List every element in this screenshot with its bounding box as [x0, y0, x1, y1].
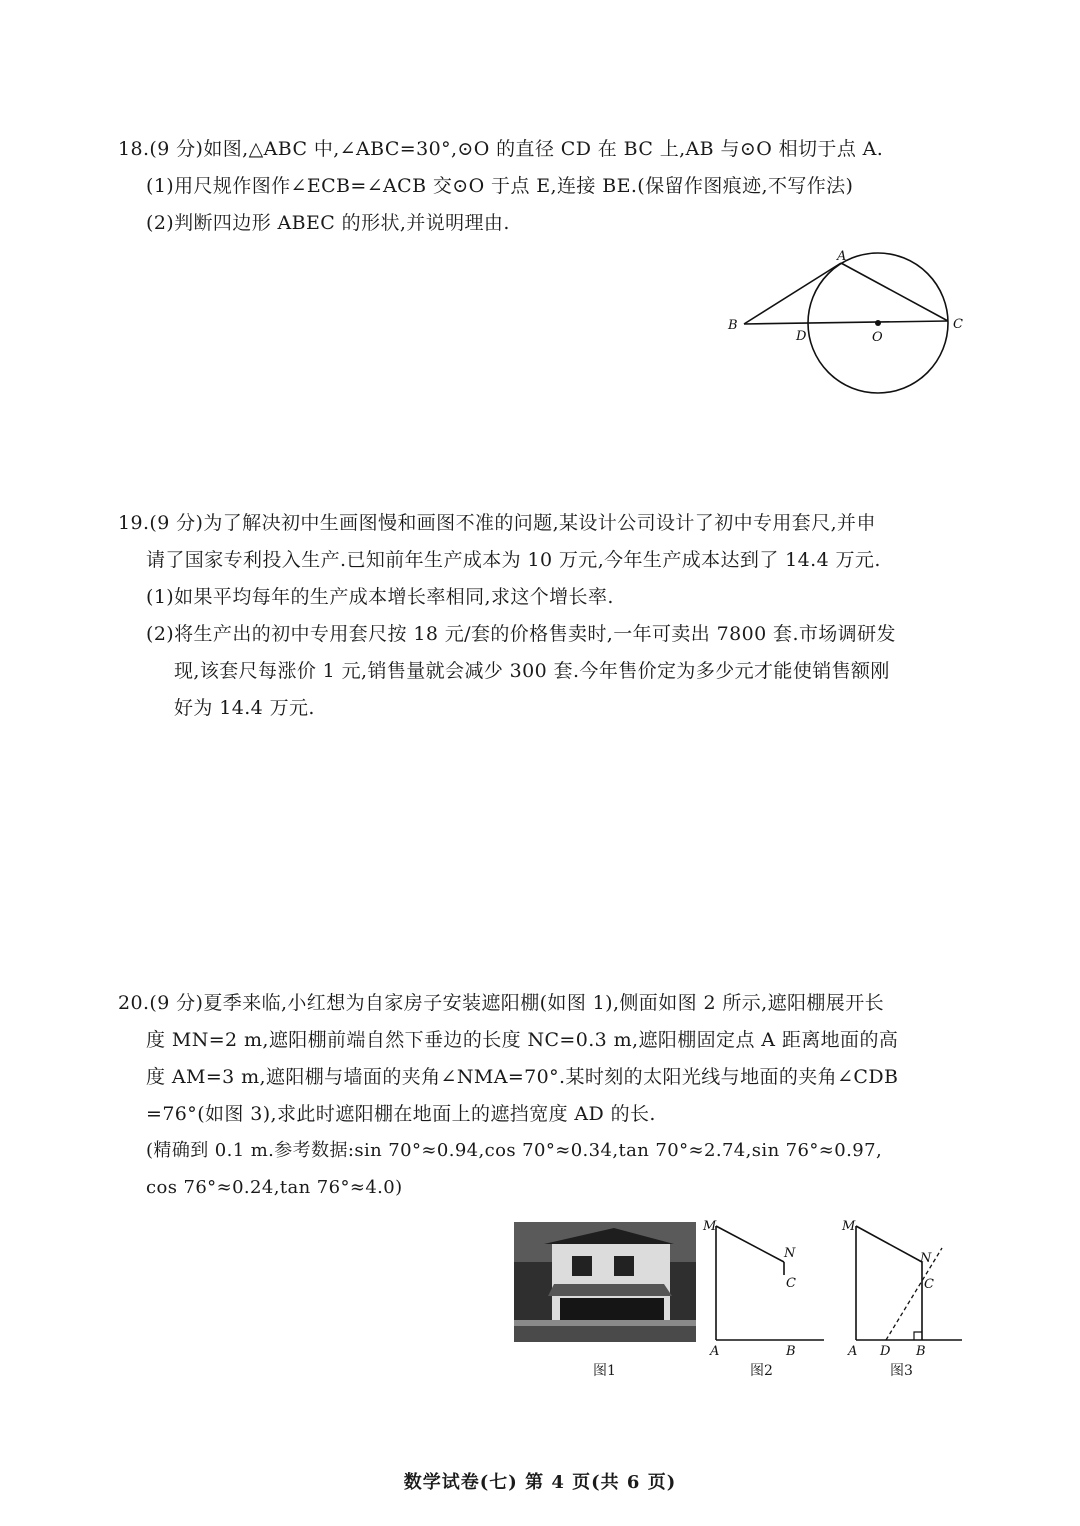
line-bc [744, 321, 948, 324]
label-a: A [837, 249, 847, 264]
q18-part2: (2)判断四边形 ABEC 的形状,并说明理由. [146, 212, 510, 234]
fig2-side-view [700, 1212, 830, 1362]
q20-reference-data-line2: cos 76°≈0.24,tan 76°≈4.0) [146, 1177, 403, 1198]
fig2-label-b: B [786, 1344, 796, 1359]
fig2-label-m: M [703, 1219, 717, 1234]
q19-part2-line2: 现,该套尺每涨价 1 元,销售量就会减少 300 套.今年售价定为多少元才能使销售额刚 [174, 660, 890, 682]
q18-circle-figure [720, 248, 970, 400]
fig2-label-a: A [710, 1344, 720, 1359]
fig2-label-n: N [784, 1246, 796, 1261]
fig3-label-a: A [848, 1344, 858, 1359]
fig1-caption: 图1 [593, 1363, 616, 1379]
label-o: O [872, 330, 883, 345]
fig3-label-m: M [842, 1219, 856, 1234]
q20-line2: 度 MN=2 m,遮阳棚前端自然下垂边的长度 NC=0.3 m,遮阳棚固定点 A 距离地面的高 [146, 1029, 899, 1051]
q18-stem: 18.(9 分)如图,△ABC 中,∠ABC=30°,⊙O 的直径 CD 在 BC 上,AB 与⊙O 相切于点 A. [118, 138, 884, 160]
fig3-label-c: C [924, 1277, 934, 1292]
q20-line4: =76°(如图 3),求此时遮阳棚在地面上的遮挡宽度 AD 的长. [146, 1103, 656, 1125]
fig3-label-n: N [920, 1251, 932, 1266]
q18-part1: (1)用尺规作图作∠ECB=∠ACB 交⊙O 于点 E,连接 BE.(保留作图痕迹,不写作法) [146, 175, 854, 197]
q20-line1: 20.(9 分)夏季来临,小红想为自家房子安装遮阳棚(如图 1),侧面如图 2 所示,遮阳棚展开长 [118, 992, 885, 1014]
q20-reference-data-line1: (精确到 0.1 m.参考数据:sin 70°≈0.94,cos 70°≈0.34,tan 70°≈2.74,sin 76°≈0.97, [146, 1140, 883, 1161]
fig3-label-b: B [916, 1344, 926, 1359]
q19-line1: 19.(9 分)为了解决初中生画图慢和画图不准的问题,某设计公司设计了初中专用套尺,并申 [118, 512, 876, 534]
label-d: D [796, 329, 807, 344]
q19-part1: (1)如果平均每年的生产成本增长率相同,求这个增长率. [146, 586, 614, 608]
page-footer: 数学试卷(七) 第 4 页(共 6 页) [403, 1472, 677, 1493]
label-b: B [728, 318, 738, 333]
fig2-label-c: C [786, 1276, 796, 1291]
fig2-caption: 图2 [750, 1363, 773, 1379]
house-photo-illustration [514, 1222, 696, 1342]
fig3-caption: 图3 [890, 1363, 913, 1379]
q20-line3: 度 AM=3 m,遮阳棚与墙面的夹角∠NMA=70°.某时刻的太阳光线与地面的夹角∠CDB [146, 1066, 899, 1088]
q19-line2: 请了国家专利投入生产.已知前年生产成本为 10 万元,今年生产成本达到了 14.4 万元. [146, 549, 881, 571]
center-point-o [875, 320, 881, 326]
q19-part2-line1: (2)将生产出的初中专用套尺按 18 元/套的价格售卖时,一年可卖出 7800 套.市场调研发 [146, 623, 896, 645]
fig3-label-d: D [880, 1344, 891, 1359]
label-c: C [953, 317, 963, 332]
house-photo [514, 1222, 696, 1342]
fig3-sunlight-view [838, 1212, 968, 1362]
q19-part2-line3: 好为 14.4 万元. [174, 697, 315, 719]
line-ac [841, 263, 948, 321]
line-ab [744, 263, 841, 324]
